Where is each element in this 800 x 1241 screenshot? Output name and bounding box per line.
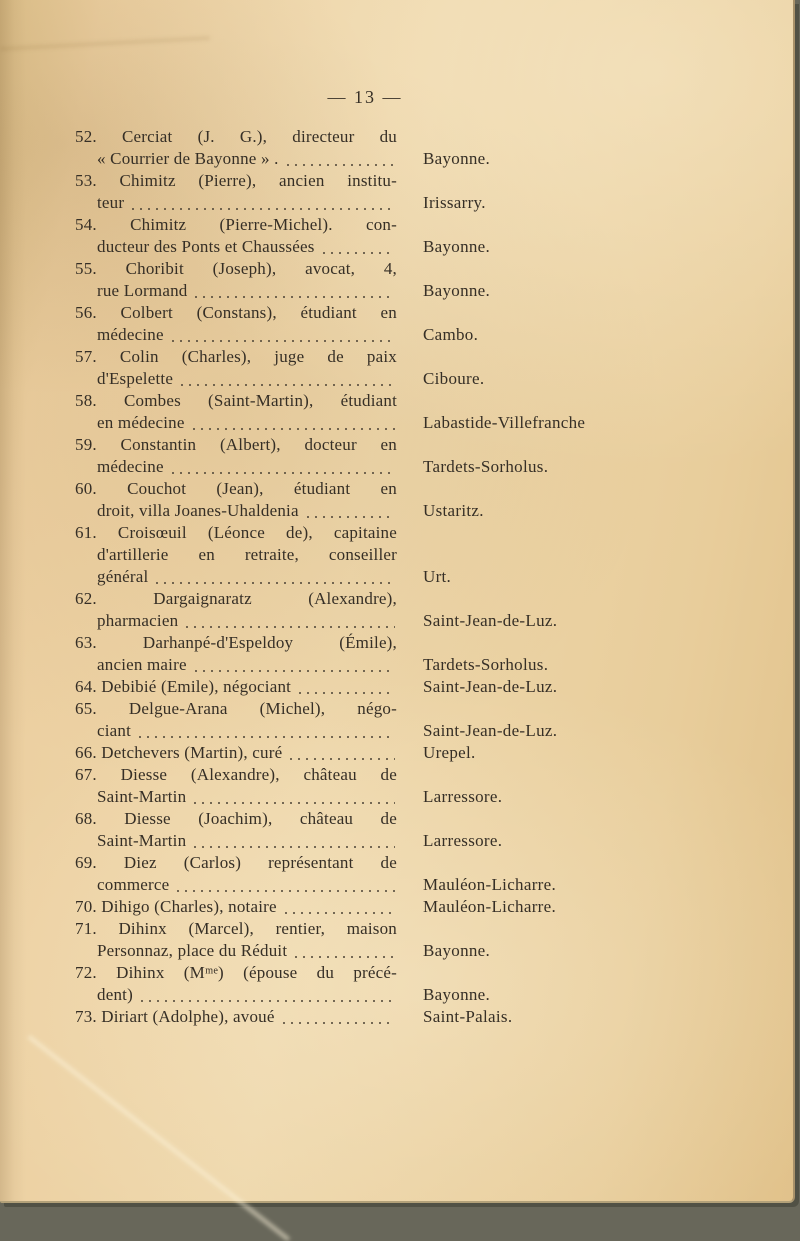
entry-line: 69. Diez (Carlos) représentant de — [75, 853, 397, 872]
entry-text — [75, 852, 397, 896]
entry-line-text: teur — [97, 193, 125, 212]
dot-leader — [132, 208, 395, 210]
directory-entry — [75, 170, 655, 214]
entry-line — [75, 786, 397, 808]
entry-line-text: médecine — [97, 457, 164, 476]
entry-line-text: médecine — [97, 325, 164, 344]
directory-entry — [75, 522, 655, 588]
entry-place: Saint-Jean-de-Luz. — [423, 611, 558, 630]
page-number-header: — 13 — — [327, 87, 403, 107]
entry-line-text: ancien maire — [97, 655, 187, 674]
entry-place: Irissarry. — [423, 193, 486, 212]
entry-line — [75, 500, 397, 522]
entry-place: Bayonne. — [423, 985, 491, 1004]
entry-line-text: « Courrier de Bayonne » . — [97, 149, 279, 168]
entry-line — [75, 1006, 397, 1028]
entry-text — [75, 808, 397, 852]
entry-line: 67. Diesse (Alexandre), château de — [75, 765, 397, 784]
entry-line-text: rue Lormand — [97, 281, 188, 300]
entry-place: Mauléon-Licharre. — [423, 875, 557, 894]
entry-line-text: 73. Diriart (Adolphe), avoué — [75, 1007, 275, 1026]
entry-line-text: Saint-Martin — [97, 787, 187, 806]
dot-leader — [307, 516, 395, 518]
entry-line-text: général — [97, 567, 149, 586]
entry-place: Mauléon-Licharre. — [423, 897, 557, 916]
directory-entry — [75, 258, 655, 302]
dot-leader — [287, 164, 395, 166]
entry-line: 72. Dihinx (Mᵐᵉ) (épouse du précé- — [75, 963, 397, 982]
entry-line: 68. Diesse (Joachim), château de — [75, 809, 397, 828]
dot-leader — [156, 582, 395, 584]
directory-entry — [75, 962, 655, 1006]
dot-leader — [172, 340, 395, 342]
entry-line: 61. Croisœuil (Léonce de), capitaine — [75, 523, 397, 542]
dot-leader — [186, 626, 395, 628]
entry-line-text: commerce — [97, 875, 170, 894]
entry-text — [75, 764, 397, 808]
directory-entry — [75, 346, 655, 390]
entry-line — [75, 456, 397, 478]
entry-line-text: ducteur des Ponts et Chaussées — [97, 237, 315, 256]
entry-line — [75, 984, 397, 1006]
entry-line-text: dent) — [97, 985, 133, 1004]
entry-place: Saint-Jean-de-Luz. — [423, 677, 558, 696]
directory-entry — [75, 126, 655, 170]
entry-line: 58. Combes (Saint-Martin), étudiant — [75, 391, 397, 410]
entry-line-text: ciant — [97, 721, 132, 740]
dot-leader — [181, 384, 395, 386]
entry-text — [75, 170, 397, 214]
dot-leader — [285, 912, 395, 914]
entry-line — [75, 874, 397, 896]
entry-line — [75, 940, 397, 962]
dot-leader — [195, 670, 395, 672]
entry-line: 71. Dihinx (Marcel), rentier, maison — [75, 919, 397, 938]
entry-line: 55. Choribit (Joseph), avocat, 4, — [75, 259, 397, 278]
directory-entry — [75, 808, 655, 852]
entry-line: 53. Chimitz (Pierre), ancien institu- — [75, 171, 397, 190]
entry-line: 52. Cerciat (J. G.), directeur du — [75, 127, 397, 146]
dot-leader — [290, 758, 395, 760]
dot-leader — [295, 956, 395, 958]
entry-place: Bayonne. — [423, 281, 491, 300]
directory-entry — [75, 852, 655, 896]
entry-line — [75, 148, 397, 170]
page-content — [75, 86, 655, 1028]
dot-leader — [299, 692, 395, 694]
entry-line-text: Personnaz, place du Réduit — [97, 941, 288, 960]
entry-line — [75, 324, 397, 346]
entry-line-text: droit, villa Joanes-Uhaldenia — [97, 501, 299, 520]
dot-leader — [194, 846, 395, 848]
entry-place: Urt. — [423, 567, 452, 586]
entry-text — [75, 126, 397, 170]
directory-entry — [75, 588, 655, 632]
entry-line — [75, 192, 397, 214]
entry-line — [75, 566, 397, 588]
entry-line-text: 70. Dihigo (Charles), notaire — [75, 897, 277, 916]
entry-line — [75, 654, 397, 676]
entry-line — [75, 412, 397, 434]
entry-place: Saint-Palais. — [423, 1007, 513, 1026]
entry-place: Bayonne. — [423, 941, 491, 960]
entry-line: 62. Dargaignaratz (Alexandre), — [75, 589, 397, 608]
entry-text — [75, 214, 397, 258]
dot-leader — [139, 736, 395, 738]
entry-line-text: Saint-Martin — [97, 831, 187, 850]
entry-line-text: en médecine — [97, 413, 185, 432]
entry-text — [75, 522, 397, 588]
entry-line — [75, 896, 397, 918]
directory-entry — [75, 632, 655, 676]
entry-text — [75, 962, 397, 1006]
entry-text — [75, 896, 397, 918]
entry-text — [75, 632, 397, 676]
entry-place: Larressore. — [423, 831, 503, 850]
dot-leader — [194, 802, 395, 804]
entry-place: Cambo. — [423, 325, 479, 344]
directory-entry — [75, 764, 655, 808]
entry-line: 56. Colbert (Constans), étudiant en — [75, 303, 397, 322]
entry-line: 65. Delgue-Arana (Michel), négo- — [75, 699, 397, 718]
directory-entry — [75, 742, 655, 764]
entry-line — [75, 830, 397, 852]
entry-text — [75, 346, 397, 390]
entry-text — [75, 302, 397, 346]
directory-entry — [75, 1006, 655, 1028]
directory-entry — [75, 676, 655, 698]
dot-leader — [177, 890, 395, 892]
entry-place: Ciboure. — [423, 369, 485, 388]
entry-text — [75, 588, 397, 632]
entry-place: Labastide-Villefranche — [423, 413, 586, 432]
entry-line — [75, 610, 397, 632]
dot-leader — [141, 1000, 395, 1002]
dot-leader — [193, 428, 395, 430]
entry-text — [75, 478, 397, 522]
directory-entry — [75, 896, 655, 918]
entry-text — [75, 1006, 397, 1028]
dot-leader — [195, 296, 395, 298]
entry-line-text: 66. Detchevers (Martin), curé — [75, 743, 283, 762]
entry-line — [75, 676, 397, 698]
entry-line: 59. Constantin (Albert), docteur en — [75, 435, 397, 454]
paper-edge-shadow — [0, 0, 26, 1201]
directory-entry — [75, 434, 655, 478]
entry-line-text: pharmacien — [97, 611, 179, 630]
entry-line: 60. Couchot (Jean), étudiant en — [75, 479, 397, 498]
entry-text — [75, 676, 397, 698]
entry-text — [75, 434, 397, 478]
paper-crease — [0, 37, 210, 51]
entry-line-text: d'Espelette — [97, 369, 174, 388]
entry-place: Bayonne. — [423, 237, 491, 256]
entry-line — [75, 280, 397, 302]
entry-line — [75, 720, 397, 742]
entry-line — [75, 236, 397, 258]
entry-place: Tardets-Sorholus. — [423, 655, 549, 674]
entry-text — [75, 918, 397, 962]
entry-line — [75, 368, 397, 390]
directory-entry — [75, 918, 655, 962]
entry-line — [75, 742, 397, 764]
entry-text — [75, 258, 397, 302]
entry-line-text: 64. Debibié (Emile), négociant — [75, 677, 292, 696]
entry-place: Tardets-Sorholus. — [423, 457, 549, 476]
paper-crease — [28, 1035, 291, 1241]
directory-entry — [75, 478, 655, 522]
entry-line: 57. Colin (Charles), juge de paix — [75, 347, 397, 366]
entry-place: Bayonne. — [423, 149, 491, 168]
entry-place: Ustaritz. — [423, 501, 484, 520]
directory-entry — [75, 302, 655, 346]
dot-leader — [283, 1022, 395, 1024]
entry-text — [75, 390, 397, 434]
entry-place: Saint-Jean-de-Luz. — [423, 721, 558, 740]
entry-text — [75, 742, 397, 764]
dot-leader — [172, 472, 395, 474]
entry-text — [75, 698, 397, 742]
directory-entry — [75, 390, 655, 434]
entries-list — [75, 126, 655, 1028]
entry-line: 54. Chimitz (Pierre-Michel). con- — [75, 215, 397, 234]
entry-place: Larressore. — [423, 787, 503, 806]
directory-entry — [75, 214, 655, 258]
directory-entry — [75, 698, 655, 742]
entry-line: 63. Darhanpé-d'Espeldoy (Émile), — [75, 633, 397, 652]
entry-place: Urepel. — [423, 743, 476, 762]
entry-line: d'artillerie en retraite, conseiller — [97, 545, 397, 564]
dot-leader — [323, 252, 395, 254]
